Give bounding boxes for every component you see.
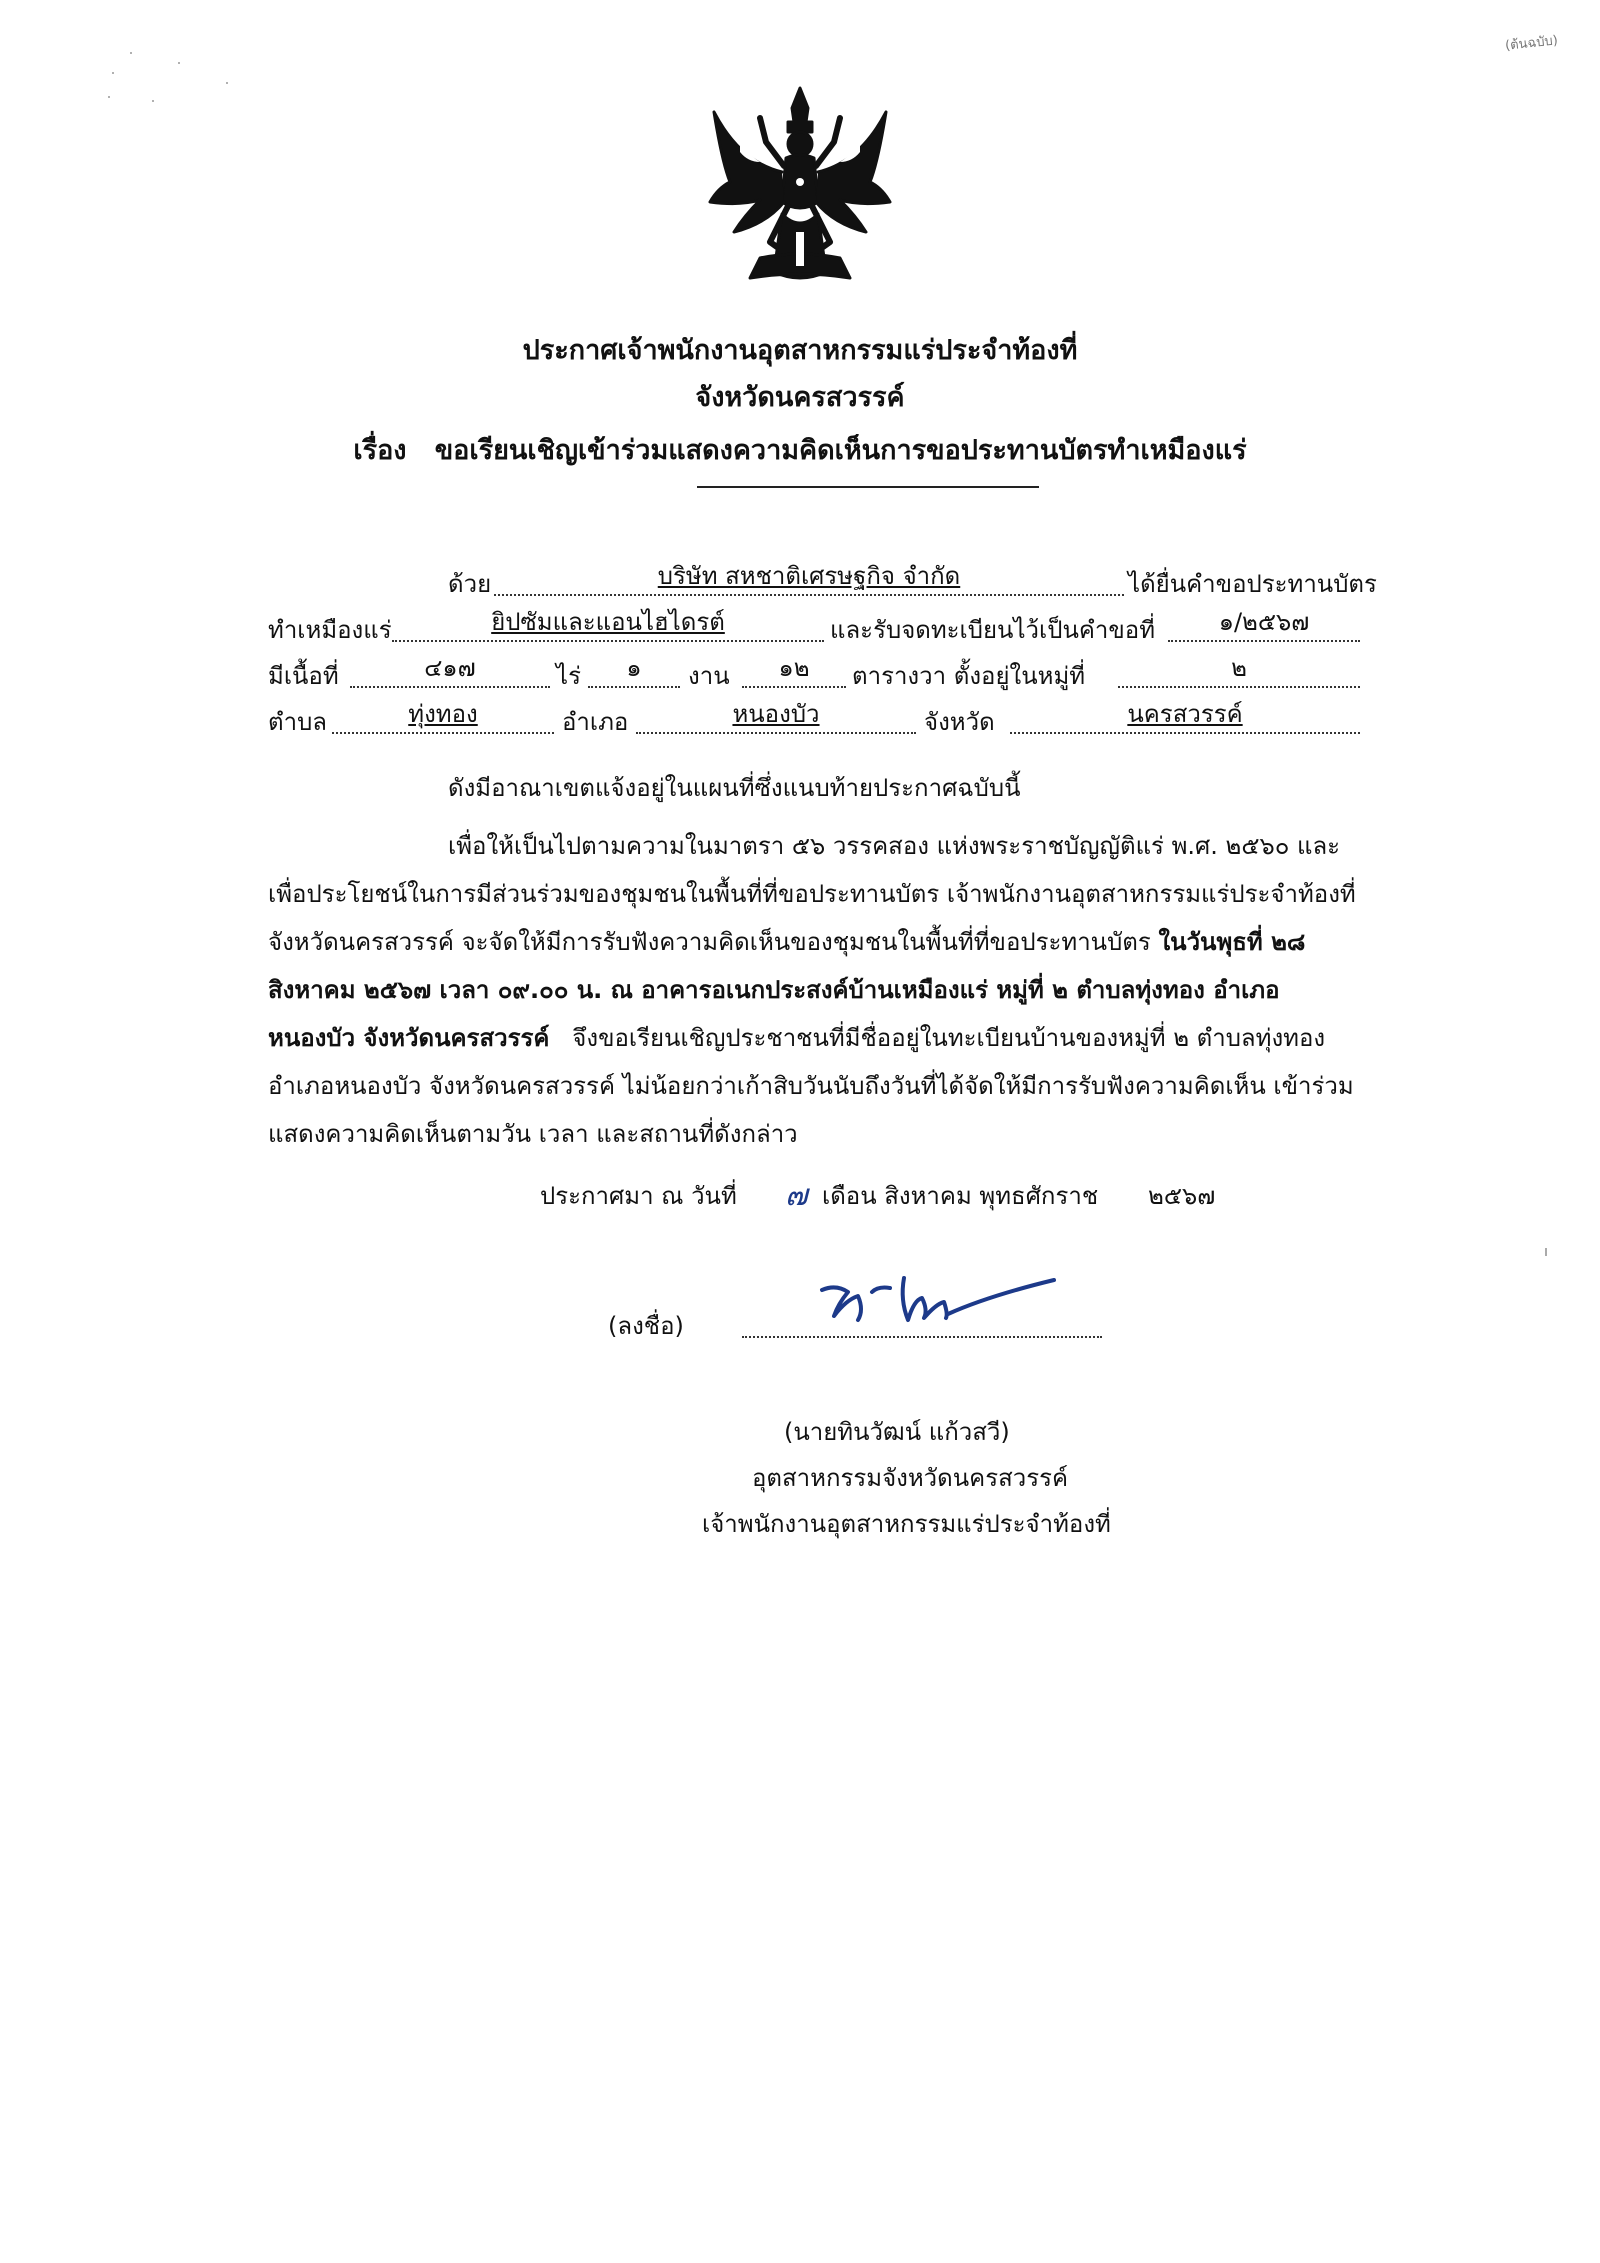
garuda-emblem-icon [700, 82, 900, 292]
signatory-name: (นายทินวัฒน์ แก้วสวี) [784, 1418, 1010, 1446]
scan-speck [1545, 1248, 1547, 1256]
corner-handwritten-note: (ต้นฉบับ) [1504, 33, 1559, 54]
subdistrict-field: ทุ่งทอง [332, 698, 554, 734]
body-line-3 [268, 922, 1305, 961]
sq-wa-field: ๑๒ [742, 652, 846, 688]
signature-label: (ลงชื่อ) [608, 1312, 684, 1340]
date-day-handwritten: ๗ [785, 1178, 808, 1213]
rai-field: ๔๑๗ [350, 652, 550, 688]
province-field: นครสวรรค์ [1010, 698, 1360, 734]
subject-text: ขอเรียนเชิญเข้าร่วมแสดงความคิดเห็นการขอประทานบัตรทำเหมืองแร่ [434, 435, 1247, 466]
mining-label: ทำเหมืองแร่ [268, 616, 392, 644]
ngan-field: ๑ [588, 652, 680, 688]
signature-line [742, 1336, 1102, 1338]
heading-divider [697, 486, 1039, 488]
body-line-3a: จังหวัดนครสวรรค์ จะจัดให้มีการรับฟังความคิดเห็นของชุมชนในพื้นที่ที่ขอประทานบัตร [268, 928, 1151, 956]
date-month-text: เดือน สิงหาคม พุทธศักราช [822, 1182, 1099, 1210]
district-label: อำเภอ [562, 708, 629, 736]
body-line-5 [268, 1018, 1325, 1057]
submitted-text: ได้ยื่นคำขอประทานบัตร [1128, 570, 1377, 598]
request-number-field: ๑/๒๕๖๗ [1168, 606, 1360, 642]
heading-line-2: จังหวัดนครสวรรค์ [695, 382, 905, 413]
body-line-4: สิงหาคม ๒๕๖๗ เวลา ๐๙.๐๐ น. ณ อาคารอเนกประสงค์บ้านเหมืองแร่ หมู่ที่ ๒ ตำบลทุ่งทอง อำเภอ [268, 976, 1280, 1004]
hearing-date-start: ในวันพุธที่ ๒๘ [1158, 928, 1306, 956]
sq-wa-label: ตารางวา ตั้งอยู่ในหมู่ที่ [852, 662, 1086, 690]
body-line-2: เพื่อประโยชน์ในการมีส่วนร่วมของชุมชนในพื้นที่ที่ขอประทานบัตร เจ้าพนักงานอุตสาหกรรมแร่ประจำท้องที่ [268, 880, 1356, 908]
by-label: ด้วย [448, 570, 492, 598]
handwritten-signature [818, 1270, 1058, 1330]
province-label: จังหวัด [924, 708, 995, 736]
registered-text: และรับจดทะเบียนไว้เป็นคำขอที่ [830, 616, 1156, 644]
village-no-field: ๒ [1118, 652, 1360, 688]
rai-label: ไร่ [556, 662, 581, 690]
map-note: ดังมีอาณาเขตแจ้งอยู่ในแผนที่ซึ่งแนบท้ายประกาศฉบับนี้ [448, 774, 1021, 802]
heading-subject [0, 428, 1600, 471]
body-line-6: อำเภอหนองบัว จังหวัดนครสวรรค์ ไม่น้อยกว่าเก้าสิบวันนับถึงวันที่ได้จัดให้มีการรับฟังความคิดเห็น เข้าร่วม [268, 1072, 1354, 1100]
body-line-5a: หนองบัว จังหวัดนครสวรรค์ [268, 1024, 550, 1052]
body-line-5b: จึงขอเรียนเชิญประชาชนที่มีชื่ออยู่ในทะเบียนบ้านของหมู่ที่ ๒ ตำบลทุ่งทอง [572, 1024, 1326, 1052]
area-label: มีเนื้อที่ [268, 662, 339, 690]
heading-line-1: ประกาศเจ้าพนักงานอุตสาหกรรมแร่ประจำท้องที่ [522, 335, 1078, 366]
body-line-7: แสดงความคิดเห็นตามวัน เวลา และสถานที่ดังกล่าว [268, 1120, 798, 1148]
date-prefix: ประกาศมา ณ วันที่ [540, 1182, 737, 1210]
company-field: บริษัท สหชาติเศรษฐกิจ จำกัด [494, 560, 1124, 596]
ngan-label: งาน [688, 662, 730, 690]
signatory-position-2: เจ้าพนักงานอุตสาหกรรมแร่ประจำท้องที่ [702, 1510, 1111, 1538]
body-line-1: เพื่อให้เป็นไปตามความในมาตรา ๕๖ วรรคสอง แห่งพระราชบัญญัติแร่ พ.ศ. ๒๕๖๐ และ [448, 832, 1341, 860]
subject-label: เรื่อง [353, 435, 407, 466]
mineral-field: ยิปซัมและแอนไฮไดรต์ [392, 606, 824, 642]
date-year: ๒๕๖๗ [1148, 1182, 1216, 1210]
district-field: หนองบัว [636, 698, 916, 734]
subdistrict-label: ตำบล [268, 708, 328, 736]
signatory-position-1: อุตสาหกรรมจังหวัดนครสวรรค์ [752, 1464, 1069, 1492]
